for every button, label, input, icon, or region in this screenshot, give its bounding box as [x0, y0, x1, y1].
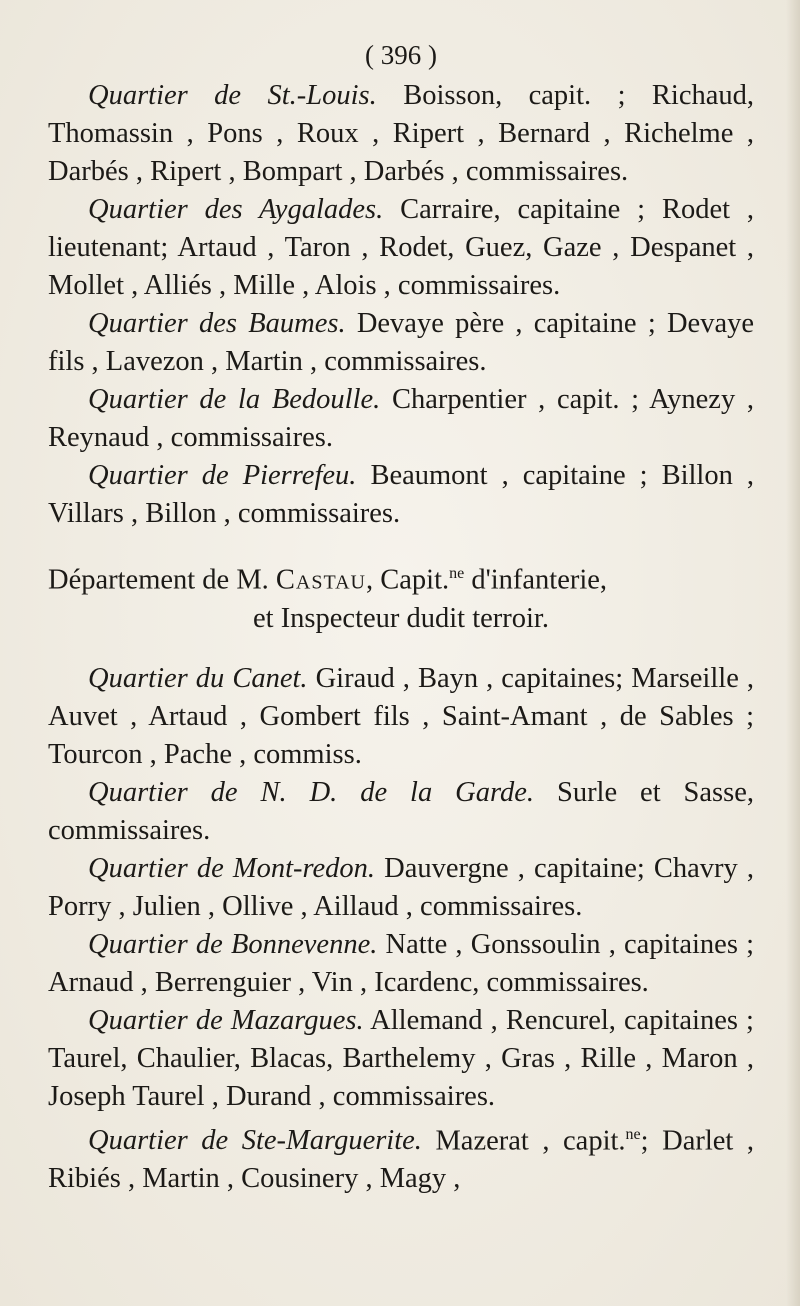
- page-number: ( 396 ): [365, 40, 437, 70]
- department-heading: [48, 555, 754, 638]
- entry-label: Quartier de St.-Louis.: [88, 80, 377, 111]
- entry-text-sup: ne: [625, 1125, 641, 1143]
- entry-text: Giraud , Bayn , capitaines; Marseille , Auvet , Artaud , Gombert fils , Saint-Amant , de Sables ; Tourcon , Pache , commiss.: [48, 662, 755, 770]
- entry-label: Quartier des Aygalades.: [88, 194, 384, 225]
- page-edge-shadow: [786, 0, 800, 1306]
- entry-paragraph-last: [48, 1116, 754, 1199]
- entry-text: Surle et Sasse, commissaires.: [48, 776, 755, 846]
- entry-paragraph: [48, 1002, 754, 1116]
- entry-paragraph: [48, 381, 754, 457]
- department-title-b: d'infanterie,: [464, 564, 608, 596]
- entries-list-bottom: [48, 660, 754, 1116]
- entry-text: Devaye père , capitaine ; Devaye fils , Lavezon , Martin , commissaires.: [48, 308, 755, 377]
- entry-label: Quartier du Canet.: [88, 662, 308, 694]
- department-name: Castau: [275, 564, 366, 596]
- entry-label: Quartier de Bonnevenne.: [88, 928, 378, 960]
- entry-label: Quartier de la Bedoulle.: [88, 384, 381, 415]
- entry-label: Quartier des Baumes.: [88, 308, 346, 339]
- entry-paragraph: [48, 191, 754, 305]
- entry-text: Natte , Gonssoulin , capitaines ; Arnaud , Berrenguier , Vin , Icardenc, commissaires.: [48, 928, 755, 998]
- department-title-a: , Capit.: [366, 564, 450, 596]
- entry-label: Quartier de N. D. de la Garde.: [88, 776, 535, 808]
- entry-text: Carraire, capitaine ; Rodet , lieutenant; Artaud , Taron , Rodet, Guez, Gaze , Despanet , Mollet , Alliés , Mille , Alois , commissaires.: [48, 194, 755, 301]
- department-prefix: Département de M.: [48, 564, 269, 596]
- department-line-2: et Inspecteur dudit terroir.: [253, 602, 549, 634]
- entry-paragraph: [48, 305, 754, 381]
- entry-text: Dauvergne , capitaine; Chavry , Porry , Julien , Ollive , Aillaud , commissaires.: [48, 852, 755, 922]
- entry-label: Quartier de Pierrefeu.: [88, 460, 357, 491]
- department-title-sup: ne: [449, 565, 465, 582]
- entry-paragraph: [48, 457, 754, 533]
- entry-text: Allemand , Rencurel, capitaines ; Taurel, Chaulier, Blacas, Barthelemy , Gras , Rille , Maron , Joseph Taurel , Durand , commissaires.: [48, 1004, 754, 1112]
- entry-paragraph: [48, 77, 754, 191]
- entry-paragraph: [48, 850, 754, 926]
- department-line-1: [48, 555, 754, 600]
- entry-label: Quartier de Mazargues.: [88, 1004, 364, 1036]
- entries-list-top: [48, 77, 754, 533]
- entry-label: Quartier de Ste-Marguerite.: [88, 1125, 422, 1156]
- entry-label: Quartier de Mont-redon.: [88, 852, 376, 884]
- entry-paragraph: [48, 926, 754, 1002]
- entry-text: Charpentier , capit. ; Aynezy , Reynaud , commissaires.: [48, 384, 755, 453]
- entry-text-a: Mazerat , capit.: [435, 1125, 626, 1156]
- entry-text: Boisson, capit. ; Richaud, Thomassin , Pons , Roux , Ripert , Bernard , Richelme , Darbés , Ripert , Bompart , Darbés , commissaires.: [48, 80, 755, 187]
- entry-text-b: ; Darlet , Ribiés , Martin , Cousinery , Magy ,: [48, 1125, 754, 1194]
- entry-paragraph: [48, 774, 754, 850]
- entry-text: Beaumont , capitaine ; Billon , Villars , Billon , commissaires.: [48, 460, 755, 529]
- entry-paragraph: [48, 660, 754, 774]
